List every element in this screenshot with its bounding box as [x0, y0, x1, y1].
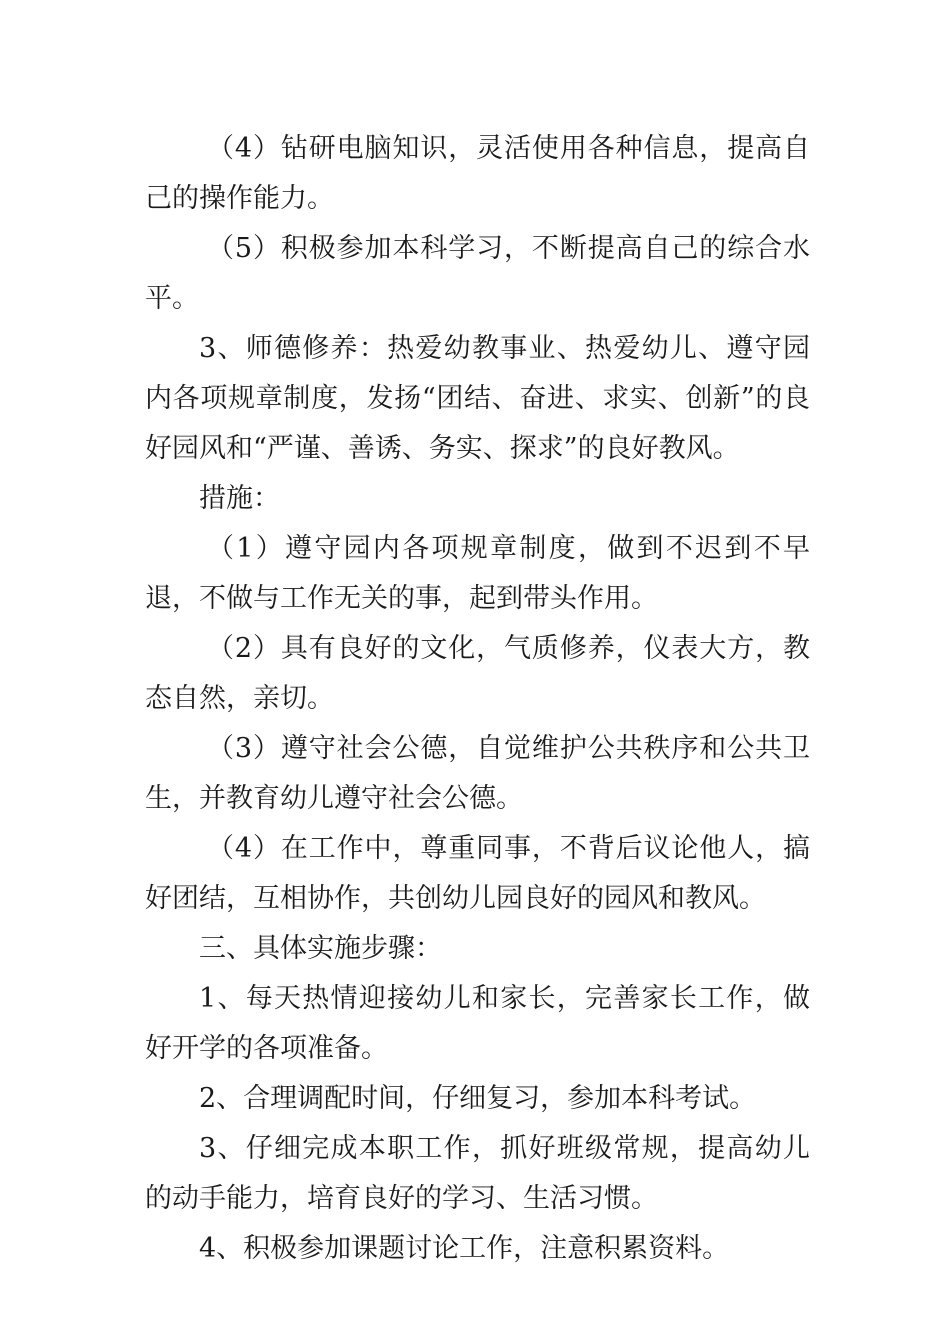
paragraph-measure-1: （1）遵守园内各项规章制度，做到不迟到不早退，不做与工作无关的事，起到带头作用。	[145, 533, 810, 614]
paragraph-item-5-study: （5）积极参加本科学习，不断提高自己的综合水平。	[145, 233, 810, 314]
paragraph-step-4: 4、积极参加课题讨论工作，注意积累资料。	[199, 1233, 730, 1264]
paragraph-measure-4: （4）在工作中，尊重同事，不背后议论他人，搞好团结，互相协作，共创幼儿园良好的园风和教风。	[145, 833, 810, 914]
paragraph-item-4-computer: （4）钻研电脑知识，灵活使用各种信息，提高自己的操作能力。	[145, 133, 810, 214]
document-body	[145, 124, 810, 1274]
paragraph-measures-heading: 措施：	[199, 483, 280, 514]
section-heading-steps: 三、具体实施步骤：	[199, 933, 442, 964]
paragraph-step-2: 2、合理调配时间，仔细复习，参加本科考试。	[199, 1083, 757, 1114]
paragraph-measure-3: （3）遵守社会公德，自觉维护公共秩序和公共卫生，并教育幼儿遵守社会公德。	[145, 733, 810, 814]
paragraph-measure-2: （2）具有良好的文化，气质修养，仪表大方，教态自然，亲切。	[145, 633, 810, 714]
paragraph-step-1: 1、每天热情迎接幼儿和家长，完善家长工作，做好开学的各项准备。	[145, 983, 810, 1064]
paragraph-ethics: 3、师德修养：热爱幼教事业、热爱幼儿、遵守园内各项规章制度，发扬“团结、奋进、求实、创新”的良好园风和“严谨、善诱、务实、探求”的良好教风。	[145, 333, 810, 464]
paragraph-step-3: 3、仔细完成本职工作，抓好班级常规，提高幼儿的动手能力，培育良好的学习、生活习惯。	[145, 1133, 810, 1214]
